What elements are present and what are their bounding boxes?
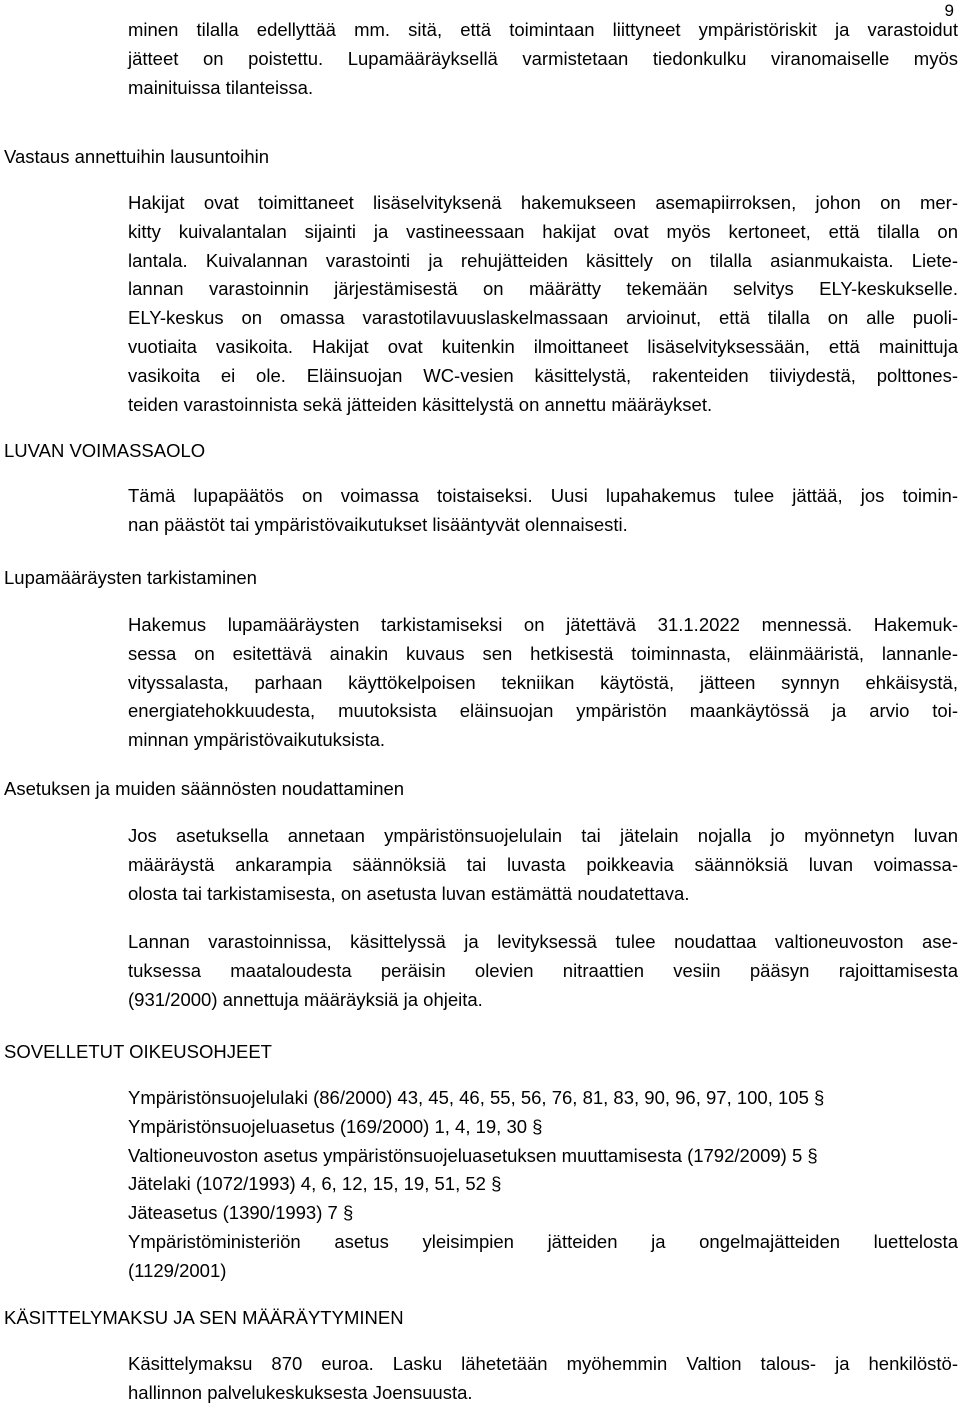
text-line: nan päästöt tai ympäristövaikutukset lisääntyvät olennaisesti.: [128, 513, 628, 535]
section-heading-oikeusohjeet: SOVELLETUT OIKEUSOHJEET: [4, 1041, 272, 1062]
section-heading-tarkistaminen: Lupamääräysten tarkistaminen: [4, 567, 257, 588]
text-line: energiatehokkuudesta, muutoksista eläinsuojan ympäristön maankäytössä ja arvio toi-: [128, 700, 958, 722]
intro-paragraph: [128, 16, 958, 102]
section-heading-asetukset: Asetuksen ja muiden säännösten noudattaminen: [4, 778, 405, 799]
list-item: Jäteasetus (1390/1993) 7 §: [128, 1202, 354, 1224]
section-heading-voimassaolo: LUVAN VOIMASSAOLO: [4, 440, 206, 461]
text-line: ELY-keskus on omassa varastotilavuuslaskelmassaan arvioinut, että tilalla on alle puoli-: [128, 307, 958, 329]
text-line: Tämä lupapäätös on voimassa toistaiseksi. Uusi lupahakemus tulee jättää, jos toimin-: [128, 485, 958, 506]
text-line: (931/2000) annettuja määräyksiä ja ohjeita.: [128, 988, 483, 1010]
text-line: minen tilalla edellyttää mm. sitä, että toimintaan liittyneet ympäristöriskit ja varastoidut: [128, 19, 958, 40]
text-line: Käsittelymaksu 870 euroa. Lasku lähetetään myöhemmin Valtion talous- ja henkilöstö-: [128, 1353, 958, 1374]
text-line: sessa on esitettävä ainakin kuvaus sen hetkisestä toiminnasta, eläinmääristä, lannanle-: [128, 642, 958, 664]
page-number: 9: [944, 1, 954, 20]
text-line: vityssalasta, parhaan käyttökelpoisen tekniikan käytöstä, jätteen synnyn ehkäisystä,: [128, 671, 958, 693]
text-line: olosta tai tarkistamisesta, on asetusta luvan estämättä noudatettava.: [128, 882, 690, 904]
list-item: Ympäristönsuojelulaki (86/2000) 43, 45, 46, 55, 56, 76, 81, 83, 90, 96, 97, 100, 105 §: [128, 1087, 825, 1108]
section-heading-kasittelymaksu: KÄSITTELYMAKSU JA SEN MÄÄRÄYTYMINEN: [4, 1307, 404, 1328]
text-line: määräystä ankarampia säännöksiä tai luvasta poikkeavia säännöksiä luvan voimassa-: [128, 853, 958, 875]
list-item: Ympäristöministeriön asetus yleisimpien jätteiden ja ongelmajätteiden luettelosta: [128, 1230, 958, 1252]
text-line: lannan varastoinnin järjestämisestä on määrätty tekemään selvitys ELY-keskukselle.: [128, 278, 958, 300]
oikeusohjeet-list: [128, 1084, 958, 1286]
list-item: (1129/2001): [128, 1259, 227, 1281]
text-line: Jos asetuksella annetaan ympäristönsuojelulain tai jätelain nojalla jo myönnetyn luvan: [128, 825, 958, 846]
section-heading-lausunnot: Vastaus annettuihin lausuntoihin: [4, 146, 270, 167]
text-line: kitty kuivalantalan sijainti ja vastineessaan hakijat ovat myös kertoneet, että tilalla on: [128, 220, 958, 242]
text-line: Hakijat ovat toimittaneet lisäselvityksenä hakemukseen asemapiirroksen, johon on mer-: [128, 192, 958, 213]
text-line: tuksessa maataloudesta peräisin olevien nitraattien vesiin pääsyn rajoittamisesta: [128, 959, 958, 981]
lausunnot-paragraph: [128, 189, 958, 419]
text-line: lantala. Kuivalannan varastointi ja rehujätteiden käsittely on tilalla asianmukaista. Liete-: [128, 249, 958, 271]
asetukset-paragraph-2: [128, 928, 958, 1014]
list-item: Valtioneuvoston asetus ympäristönsuojeluasetuksen muuttamisesta (1792/2009) 5 §: [128, 1144, 818, 1166]
text-line: Lannan varastoinnissa, käsittelyssä ja levityksessä tulee noudattaa valtioneuvoston ase-: [128, 931, 958, 952]
text-line: vuotiaita vasikoita. Hakijat ovat kuitenkin ilmoittaneet lisäselvityksessään, että mainittuja: [128, 335, 958, 357]
text-line: minnan ympäristövaikutuksista.: [128, 729, 386, 751]
kasittelymaksu-paragraph: [128, 1350, 958, 1408]
text-line: hallinnon palvelukeskuksesta Joensuusta.: [128, 1381, 473, 1403]
text-line: mainituissa tilanteissa.: [128, 76, 314, 98]
tarkistaminen-paragraph: [128, 611, 958, 755]
list-item: Jätelaki (1072/1993) 4, 6, 12, 15, 19, 51, 52 §: [128, 1173, 502, 1195]
text-line: jätteet on poistettu. Lupamääräyksellä varmistetaan tiedonkulku viranomaiselle myös: [128, 47, 958, 69]
text-line: Hakemus lupamääräysten tarkistamiseksi on jätettävä 31.1.2022 mennessä. Hakemuk-: [128, 614, 958, 635]
voimassaolo-paragraph: [128, 482, 958, 540]
text-line: vasikoita ei ole. Eläinsuojan WC-vesien käsittelystä, rakenteiden tiiviydestä, polttones-: [128, 364, 958, 386]
text-line: teiden varastoinnista sekä jätteiden käsittelystä on annettu määräykset.: [128, 393, 713, 415]
list-item: Ympäristönsuojeluasetus (169/2000) 1, 4, 19, 30 §: [128, 1115, 543, 1137]
asetukset-paragraph-1: [128, 822, 958, 908]
